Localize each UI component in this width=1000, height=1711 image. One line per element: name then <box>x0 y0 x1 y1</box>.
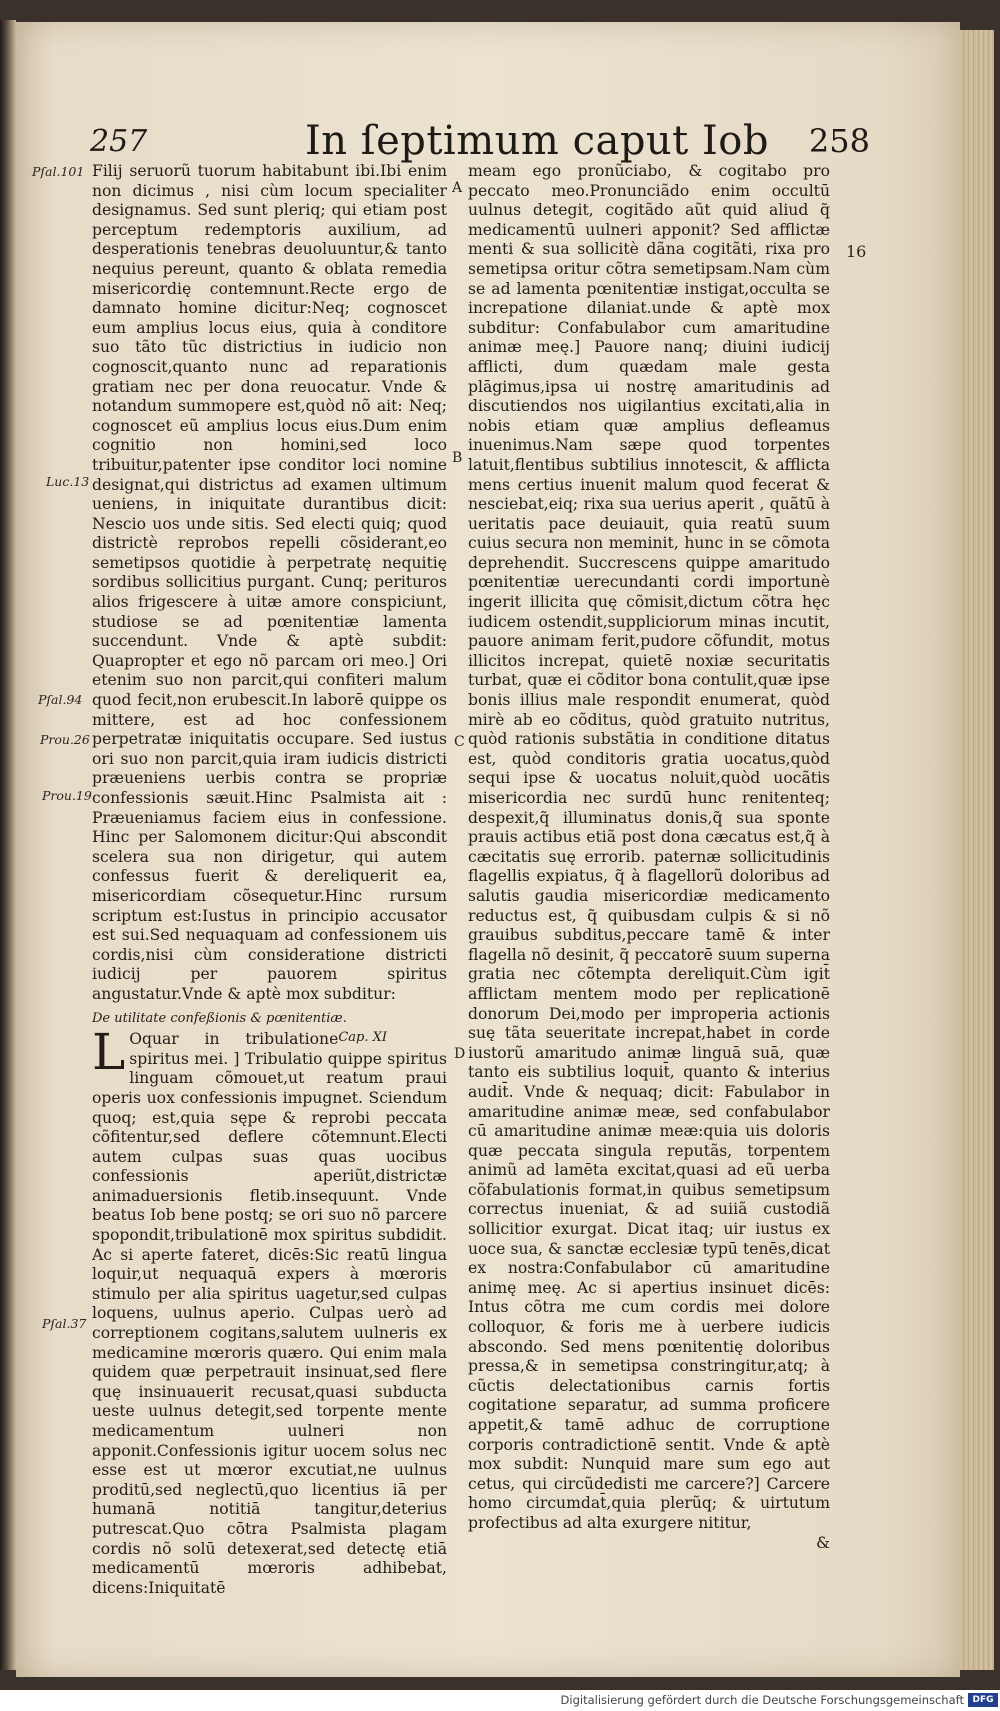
chapter-number: Cap. XI <box>338 1030 387 1046</box>
right-paragraph-1: meam ego pronũciabo, & cogitabo pro peccato meo.Pronunciãdo enim occultū uulnus detegit, cogitãdo aũt quid aliud q̃ medicamentū uulneri apponit? Sed afflictæ menti & sua sollicitè dãna cogitãti, rixa pro semetipsa oritur cõtra semetipsam.Nam cùm se ad lamenta pœnitentiæ instigat,occulta se increpatione dilaniat.unde & aptè mox subditur: Confabulabor cum amaritudine animæ meę.] Pauore nanq; diuini iudicij afflicti, dum quædam male gesta plāgimus,ipsa ui nostrę amaritudinis ad discutiendos nos uigilantius excitati,alia in nobis etiam quæ amplius defleamus inuenimus.Nam sæpe quod torpentes latuit,flentibus subtilius innotescit, & afflicta mens certius inuenit malum quod fecerat & nesciebat,eiq; rixa sua uerius aperit , quãtū à ueritatis pace deuiauit, quia reatū suum cuius secura non meminit, hunc in se cõmota deprehendit. Succrescens quippe amaritudo pœnitentiæ uerecundanti cordi importunè ingerit illicita quę cõmisit,dictum cõtra hęc iudicem ostendit,suppliciorum minas incutit, pauore animam ferit,pudore cõfundit, motus illicitos increpat, quietē noxiæ securitatis turbat, quæ ei cõditor bona contulit,quæ ipse bonis illius male respondit enumerat, quòd mirè ab eo cõditus, quòd gratuito nutritus, quòd rationis substãtia in conditione ditatus est, quòd conditoris gratia uocatus,quòd sequi ipse & uocatus noluit,quòd uocãtis misericordia nec surdū hunc renitenteq; despexit,q̃ illuminatus donis,q̃ sua sponte prauis actibus etiã post dona cæcatus est,q̃ à cæcitatis suę errorib. paternæ sollicitudinis flagellis expiatus, q̃ à flagellorũ doloribus ad salutis gaudia misericordiæ medicamento reductus est, q̃ quibusdam culpis & si nõ grauibus subditus,peccare tamē & inter flagella nõ desinit, q̃ peccatorē suum superna gratia nec cõtempta dereliquit.Cùm igit̄ afflictam mentem modo per replicationē donorum Dei,modo per improperia actionis suę tãta seueritate increpat,habet in corde iustorũ amaritudo animæ linguā suā, quæ tanto eis subtilius loquit̄, quanto & interius audit̄. Vnde & nequaq; dicit: Fabulabor in amaritudine animæ meæ, sed confabulabor cū amaritudine animæ meæ:quia uis doloris quæ peccata singula reputãs, torpentem animũ ad lamēta excitat,quasi ad eũ uerba cõfabulationis format,in quibus semetipsum correctus inueniat, & ad suiiã custodiã sollicitior exurgat. Dicat itaq; uir iustus ex uoce sua, & sanctæ ecclesiæ typū tenēs,dicat ex nostra:Confabulabor cū amaritudine animę meę. Ac si apertius insinuet dicēs: Intus cõtra me cum cordis mei dolore colloquor, & foris me à uerbere iudicis abscondo. Sed mens pœnitentię doloribus pressa,& in semetipsa constringitur,atq; à cũctis delectationibus carnis fortis cogitatione separatur, ad summa proficere appetit,& tamē adhuc de corruptione corporis contradictionē sentit. Vnde & aptè mox subdit: Nunquid mare sum ego aut cetus, qui circũdedisti me carcere?] Carcere homo circumdat̄,quia plerũq; & uirtutum profectibus ad alta exurgere nititur, <box>468 162 830 1532</box>
drop-capital: L <box>92 1023 126 1082</box>
page-edges <box>960 30 994 1670</box>
margin-note-psal-101: Pſal.101 <box>32 164 85 179</box>
page-title: In ſeptimum caput Iob <box>305 118 769 164</box>
pencil-annotation: 16 <box>846 242 867 261</box>
left-paragraph-1: Filij seruorũ tuorum habitabunt ibi.Ibi enim non dicimus , nisi cùm locum specialiter designamus. Sed sunt pleriq; qui etiam post perceptum redemptoris auxilium, ad desperationis tenebras deuoluuntur,& tanto nequius pereunt, quanto & oblata remedia misericordię contemnunt.Recte ergo de damnato homine dicitur:Neq; cognoscet eum amplius locus eius, quia à conditore suo tãto tũc districtius in iudicio non cognoscit,quanto nunc ad reparationis gratiam nec per dona reuocatur. Vnde & notandum summopere est,quòd nõ ait: Neq; cognoscet eũ amplius locus eius.Dum enim cognitio non homini,sed loco tribuitur,patenter ipse conditor loci nomine designat,qui districtus ad examen ultimum ueniens, in iniquitate durantibus dicit: Nescio uos unde sitis. Sed electi quiq; quod districtè reprobos repelli cõsiderant,eo semetipsos quotidie à perpetratę nequitię sordibus sollicitius purgant. Cunq; perituros alios frigescere à uitæ amore conspiciunt, studiose se ad pœnitentiæ lamenta succendunt. Vnde & aptè subdit: Quapropter et ego nõ parcam ori meo.] Ori etenim suo non parcit,qui confiteri malum quod fecit,non erubescit.In laborē quippe os mittere, est ad hoc confessionem perpetratæ iniquitatis occupare. Sed iustus ori suo non parcit,quia iram iudicis districti præueniens uerbis contra se propriæ confessionis sæuit.Hinc Psalmista ait : Præueniamus faciem eius in confessione. Hinc per Salomonem dicitur:Qui abscondit scelera sua non dirigetur, qui autem confessus fuerit & dereliquerit ea, misericordiam cõsequetur.Hinc rursum scriptum est:Iustus in principio accusator est sui.Sed nequaquam ad confessionem uis cordis,nisi cùm consideratione districti iudicij per pauorem spiritus angustatur.Vnde & aptè mox subditur: <box>92 162 447 1003</box>
section-marker-a: A <box>452 180 463 196</box>
chapter-heading <box>92 1009 447 1046</box>
folio-left: 257 <box>90 124 148 159</box>
catchword: & <box>816 1533 830 1552</box>
book-spine <box>0 20 16 1670</box>
folio-right: 258 <box>808 122 870 160</box>
section-marker-c: C <box>454 734 465 750</box>
section-marker-b: B <box>452 450 463 466</box>
chapter-heading-text: De utilitate confeßionis & pœnitentiæ. <box>92 1010 347 1026</box>
left-column <box>92 162 447 1598</box>
margin-note-psal-37: Pſal.37 <box>42 1316 87 1331</box>
dfg-logo: DFG <box>968 1693 998 1707</box>
left-paragraph-2-text: Oquar in tribulatione spiritus mei. ] Tribulatio quippe spiritus linguam cõmouet,ut reatum praui operis uox confessionis impugnet. Sciendum quoq; est,quia sępe & reprobi peccata cõfitentur,sed deflere cõtemnunt.Electi autem culpas suas quas uocibus confessionis aperiũt,districtæ animaduersionis fletib.insequunt. Vnde beatus Iob bene postq; se ori suo nõ parcere spopondit,tribulationē mox spiritus subdidit. Ac si aperte fateret, dicēs:Sic reatū lingua loquir,ut nequaquā expers à mœroris stimulo per alia spiritus uagetur,sed culpas loquens, uulnus aperio. Culpas uerò ad correptionem cogitans,salutem uulneris ex medicamine mœroris quæro. Qui enim mala quidem quæ perpetrauit insinuat,sed flere quę insinuauerit recusat,quasi subducta ueste uulnus detegit,sed torpente mente medicamentum uulneri non apponit.Confessionis igitur uocem solus nec esse est ut mœror excutiat,ne uulnus proditū,sed neglectū,quo licentius iā per humanā notitiā tangitur,deterius putrescat.Quo cōtra Psalmista plagam cordis nõ solū detexerat,sed detectę etiā medicamentū mœroris adhibebat, dicens:Iniquitatē <box>92 1030 447 1597</box>
margin-note-psal-94: Pſal.94 <box>38 692 83 707</box>
margin-note-prov-19: Prou.19 <box>42 788 92 803</box>
margin-note-prov-26: Prou.26 <box>40 732 90 747</box>
footer-bar <box>0 1690 1000 1711</box>
running-head <box>90 118 870 168</box>
section-marker-d: D <box>454 1046 466 1062</box>
funding-credit: Digitalisierung gefördert durch die Deutsche Forschungsgemeinschaft <box>560 1693 964 1707</box>
left-paragraph-2 <box>92 1023 447 1598</box>
right-column <box>468 162 830 1553</box>
margin-note-luc-13: Luc.13 <box>46 474 90 489</box>
